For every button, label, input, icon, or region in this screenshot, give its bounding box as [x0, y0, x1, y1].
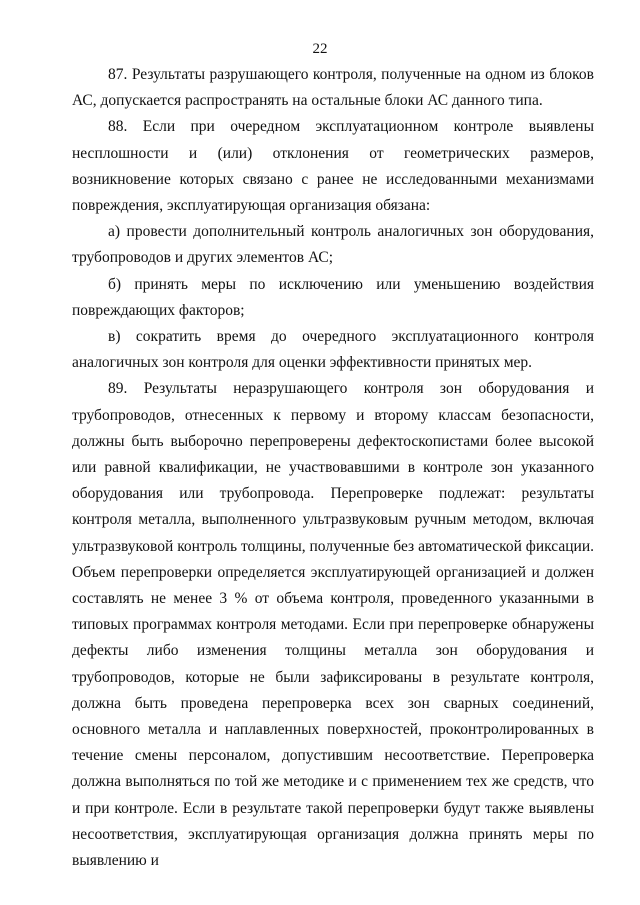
- paragraph-88-item-b: б) принять меры по исключению или уменьшению воздействия повреждающих факторов;: [72, 275, 594, 319]
- paragraph-89: 89. Результаты неразрушающего контроля зон оборудования и трубопроводов, отнесенных к первому и второму классам безопасности, должны быть выборочно перепроверены дефектоскопистами более высокой или равной квалификации, не участвовавшими в контроле зон указанного оборудования или трубопровода. Перепроверке подлежат: результаты контроля металла, выполненного ультразвуковым ручным методом, включая ультразвуковой контроль толщины, полученные без автоматической фиксации. Объем перепроверки определяется эксплуатирующей организацией и должен составлять не менее 3 % от объема контроля, проведенного указанными в типовых программах контроля методами. Если при перепроверке обнаружены дефекты либо изменения толщины металла зон оборудования и трубопроводов, которые не были зафиксированы в результате контроля, должна быть проведена перепроверка всех зон сварных соединений, основного металла и наплавленных поверхностей, проконтролированных в течение смены персоналом, допустившим несоответствие. Перепроверка должна выполняться по той же методике и с применением тех же средств, что и при контроле. Если в результате такой перепроверки будут также выявлены несоответствия, эксплуатирующая организация должна принять меры по выявлению и: [72, 380, 594, 870]
- paragraph-88-item-a: а) провести дополнительный контроль аналогичных зон оборудования, трубопроводов и других элементов АС;: [72, 223, 594, 267]
- page-number: 22: [312, 41, 328, 57]
- paragraph-87: 87. Результаты разрушающего контроля, полученные на одном из блоков АС, допускается распространять на остальные блоки АС данного типа.: [72, 66, 594, 110]
- paragraph-88: 88. Если при очередном эксплуатационном контроле выявлены несплошности и (или) отклонения от геометрических размеров, возникновение которых связано с ранее не исследованными механизмами повреждения, эксплуатирующая организация обязана:: [72, 118, 594, 215]
- document-body: [72, 62, 594, 874]
- paragraph-88-item-c: в) сократить время до очередного эксплуатационного контроля аналогичных зон контроля для оценки эффективности принятых мер.: [72, 328, 594, 372]
